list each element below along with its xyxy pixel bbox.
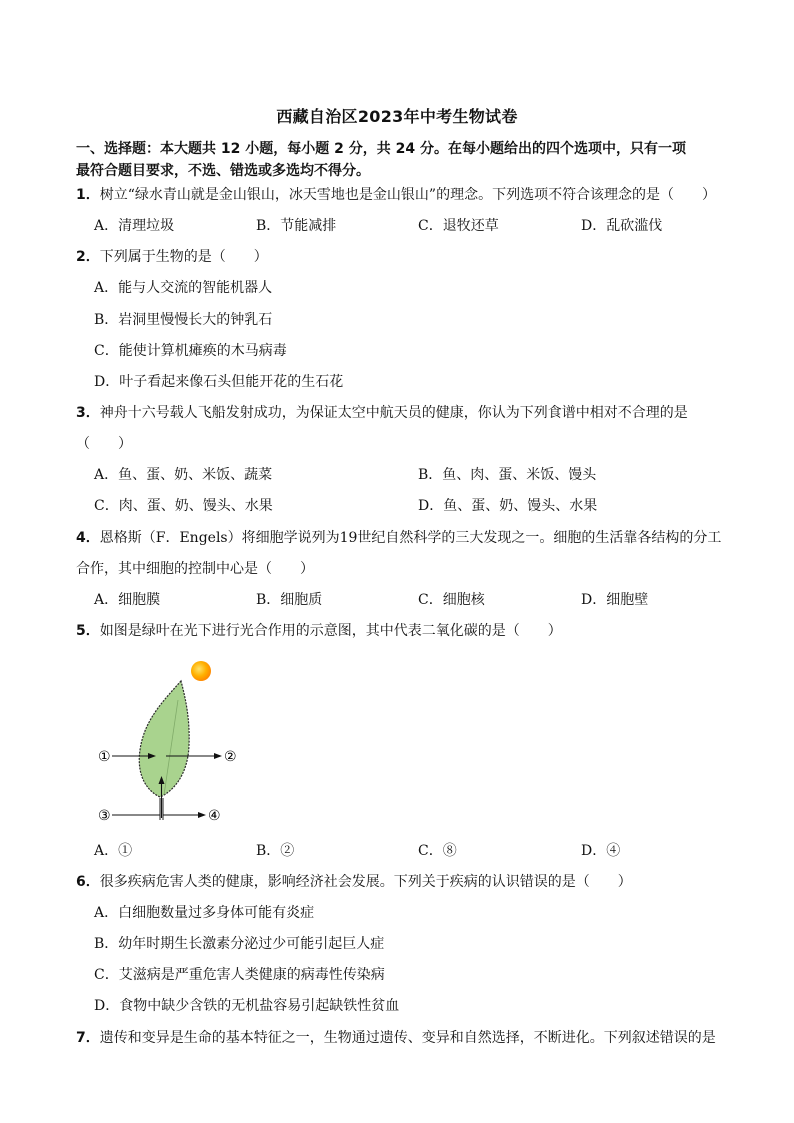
q1-option-b: B．节能减排 <box>256 218 337 234</box>
q4-option-c: C．细胞核 <box>418 592 485 608</box>
q4-option-b: B．细胞质 <box>256 592 323 608</box>
q2-option-b: B．岩洞里慢慢长大的钟乳石 <box>94 312 273 328</box>
question-text: 如图是绿叶在光下进行光合作用的示意图，其中代表二氧化碳的是（ ） <box>99 623 562 639</box>
q5-option-d: D．④ <box>581 843 621 859</box>
q1-option-a: A．清理垃圾 <box>94 218 175 234</box>
q3-option-c: C．肉、蛋、奶、馒头、水果 <box>94 498 273 514</box>
question-text: 遗传和变异是生命的基本特征之一，生物通过遗传、变异和自然选择，不断进化。下列叙述错误的是 <box>99 1030 716 1046</box>
section-heading-line1: 一、选择题：本大题共 12 小题，每小题 2 分，共 24 分。在每小题给出的四个选项中，只有一项 <box>76 141 686 157</box>
question-3-stem <box>76 402 756 424</box>
photosynthesis-figure <box>94 660 264 838</box>
question-text: 神舟十六号载人飞船发射成功，为保证太空中航天员的健康，你认为下列食谱中相对不合理的是 <box>99 405 688 421</box>
q1-option-c: C．退牧还草 <box>418 218 499 234</box>
q6-option-a: A．白细胞数量过多身体可能有炎症 <box>94 905 315 921</box>
question-text: 很多疾病危害人类的健康，影响经济社会发展。下列关于疾病的认识错误的是（ ） <box>99 874 632 890</box>
question-4-stem-cont: 合作，其中细胞的控制中心是（ ） <box>76 561 314 577</box>
q6-option-c: C．艾滋病是严重危害人类健康的病毒性传染病 <box>94 967 385 983</box>
q3-option-a: A．鱼、蛋、奶、米饭、蔬菜 <box>94 467 273 483</box>
q1-option-d: D．乱砍滥伐 <box>581 218 663 234</box>
question-text: 树立“绿水青山就是金山银山，冰天雪地也是金山银山”的理念。下列选项不符合该理念的是（ ） <box>99 187 717 203</box>
question-number: 3． <box>76 405 100 421</box>
q5-option-a: A．① <box>94 843 133 859</box>
question-number: 2． <box>76 249 100 265</box>
question-number: 5． <box>76 623 100 639</box>
question-4-stem <box>76 527 756 549</box>
question-text: 下列属于生物的是（ ） <box>99 249 268 265</box>
q6-option-d: D．食物中缺少含铁的无机盐容易引起缺铁性贫血 <box>94 998 400 1014</box>
question-number: 4． <box>76 530 100 546</box>
label-1: ① <box>98 749 111 765</box>
question-5-stem <box>76 620 756 642</box>
leaf-shape <box>139 681 189 797</box>
section-heading-line2: 最符合题目要求，不选、错选或多选均不得分。 <box>76 163 370 179</box>
q5-option-c: C．⑧ <box>418 843 457 859</box>
question-text: 恩格斯（F．Engels）将细胞学说列为19世纪自然科学的三大发现之一。细胞的生活靠各结构的分工 <box>99 530 722 546</box>
q2-option-a: A．能与人交流的智能机器人 <box>94 280 273 296</box>
question-3-stem-cont: （ ） <box>76 436 132 452</box>
q4-option-d: D．细胞壁 <box>581 592 649 608</box>
q3-option-b: B．鱼、肉、蛋、米饭、馒头 <box>418 467 597 483</box>
label-3: ③ <box>98 808 111 824</box>
page-title: 西藏自治区2023年中考生物试卷 <box>276 107 518 126</box>
question-number: 7． <box>76 1030 100 1046</box>
label-2: ② <box>224 749 237 765</box>
q2-option-c: C．能使计算机瘫痪的木马病毒 <box>94 343 287 359</box>
q5-option-b: B．② <box>256 843 295 859</box>
question-2-stem <box>76 246 756 268</box>
q3-option-d: D．鱼、蛋、奶、馒头、水果 <box>418 498 598 514</box>
question-6-stem <box>76 871 756 893</box>
section-heading <box>76 138 756 182</box>
q6-option-b: B．幼年时期生长激素分泌过少可能引起巨人症 <box>94 936 385 952</box>
question-number: 6． <box>76 874 100 890</box>
question-1-stem <box>76 184 756 206</box>
sun-icon <box>191 661 211 681</box>
leaf-diagram <box>94 660 264 838</box>
q4-option-a: A．细胞膜 <box>94 592 161 608</box>
label-4: ④ <box>208 808 221 824</box>
q2-option-d: D．叶子看起来像石头但能开花的生石花 <box>94 374 344 390</box>
question-number: 1． <box>76 187 100 203</box>
question-7-stem <box>76 1027 766 1049</box>
